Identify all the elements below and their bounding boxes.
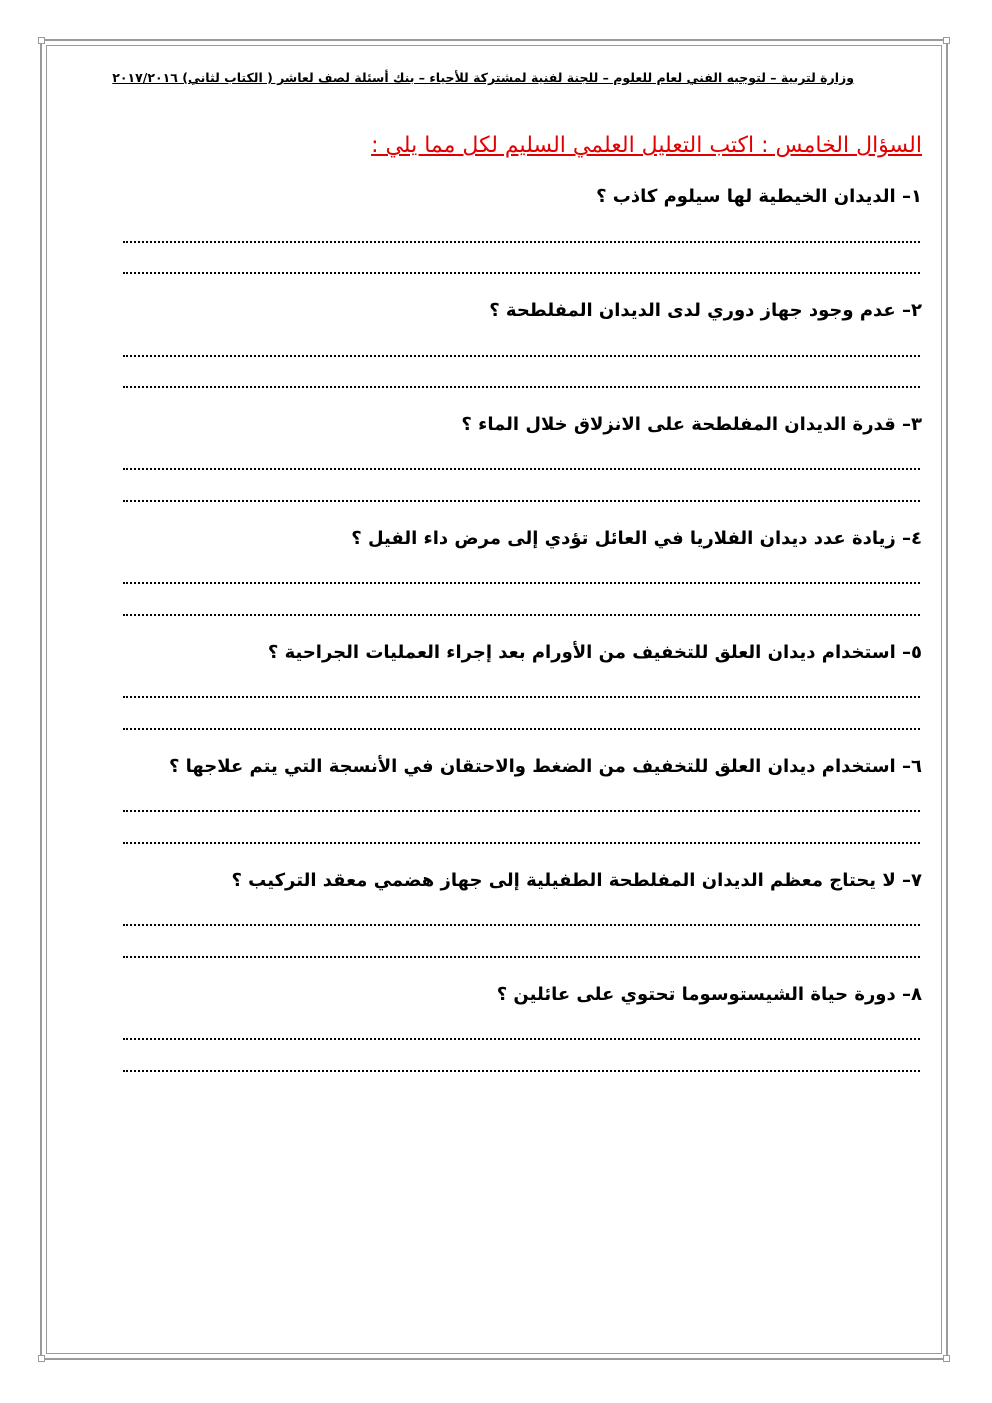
question-4: ٤– زيادة عدد ديدان الفلاريا في العائل تؤدي إلى مرض داء الفيل ؟: [351, 528, 922, 549]
section-title: السؤال الخامس : اكتب التعليل العلمي السليم لكل مما يلي :: [371, 133, 922, 158]
border-corner-top-left: [38, 37, 45, 44]
answer-line-8a[interactable]: [123, 1038, 920, 1040]
page-header: وزارة لتربية – لتوجيه الفني لعام للعلوم – للجنة لفنية لمشتركة للأحياء – بنك أسئلة لصف لعاشر ( الكتاب لثاني) ٢٠١٧/٢٠١٦: [112, 70, 854, 85]
question-8: ٨– دورة حياة الشيستوسوما تحتوي على عائلين ؟: [496, 984, 922, 1005]
answer-line-4b[interactable]: [123, 614, 920, 616]
answer-line-8b[interactable]: [123, 1070, 920, 1072]
answer-line-7a[interactable]: [123, 924, 920, 926]
answer-line-2a[interactable]: [123, 355, 920, 357]
question-2: ٢– عدم وجود جهاز دوري لدى الديدان المفلطحة ؟: [489, 300, 922, 321]
answer-line-1a[interactable]: [123, 241, 920, 243]
question-5: ٥– استخدام ديدان العلق للتخفيف من الأورام بعد إجراء العمليات الجراحية ؟: [267, 642, 922, 663]
border-corner-bottom-right: [943, 1355, 950, 1362]
border-corner-bottom-left: [38, 1355, 45, 1362]
question-1: ١– الديدان الخيطية لها سيلوم كاذب ؟: [596, 186, 922, 207]
question-3: ٣– قدرة الديدان المفلطحة على الانزلاق خلال الماء ؟: [461, 414, 922, 435]
answer-line-6b[interactable]: [123, 842, 920, 844]
answer-line-5b[interactable]: [123, 728, 920, 730]
answer-line-6a[interactable]: [123, 810, 920, 812]
answer-line-4a[interactable]: [123, 582, 920, 584]
answer-line-3b[interactable]: [123, 500, 920, 502]
question-6: ٦– استخدام ديدان العلق للتخفيف من الضغط والاحتقان في الأنسجة التي يتم علاجها ؟: [168, 756, 922, 777]
answer-line-7b[interactable]: [123, 956, 920, 958]
answer-line-2b[interactable]: [123, 386, 920, 388]
answer-line-5a[interactable]: [123, 696, 920, 698]
answer-line-1b[interactable]: [123, 272, 920, 274]
border-corner-top-right: [943, 37, 950, 44]
answer-line-3a[interactable]: [123, 468, 920, 470]
question-7: ٧– لا يحتاج معظم الديدان المفلطحة الطفيلية إلى جهاز هضمي معقد التركيب ؟: [231, 870, 922, 891]
